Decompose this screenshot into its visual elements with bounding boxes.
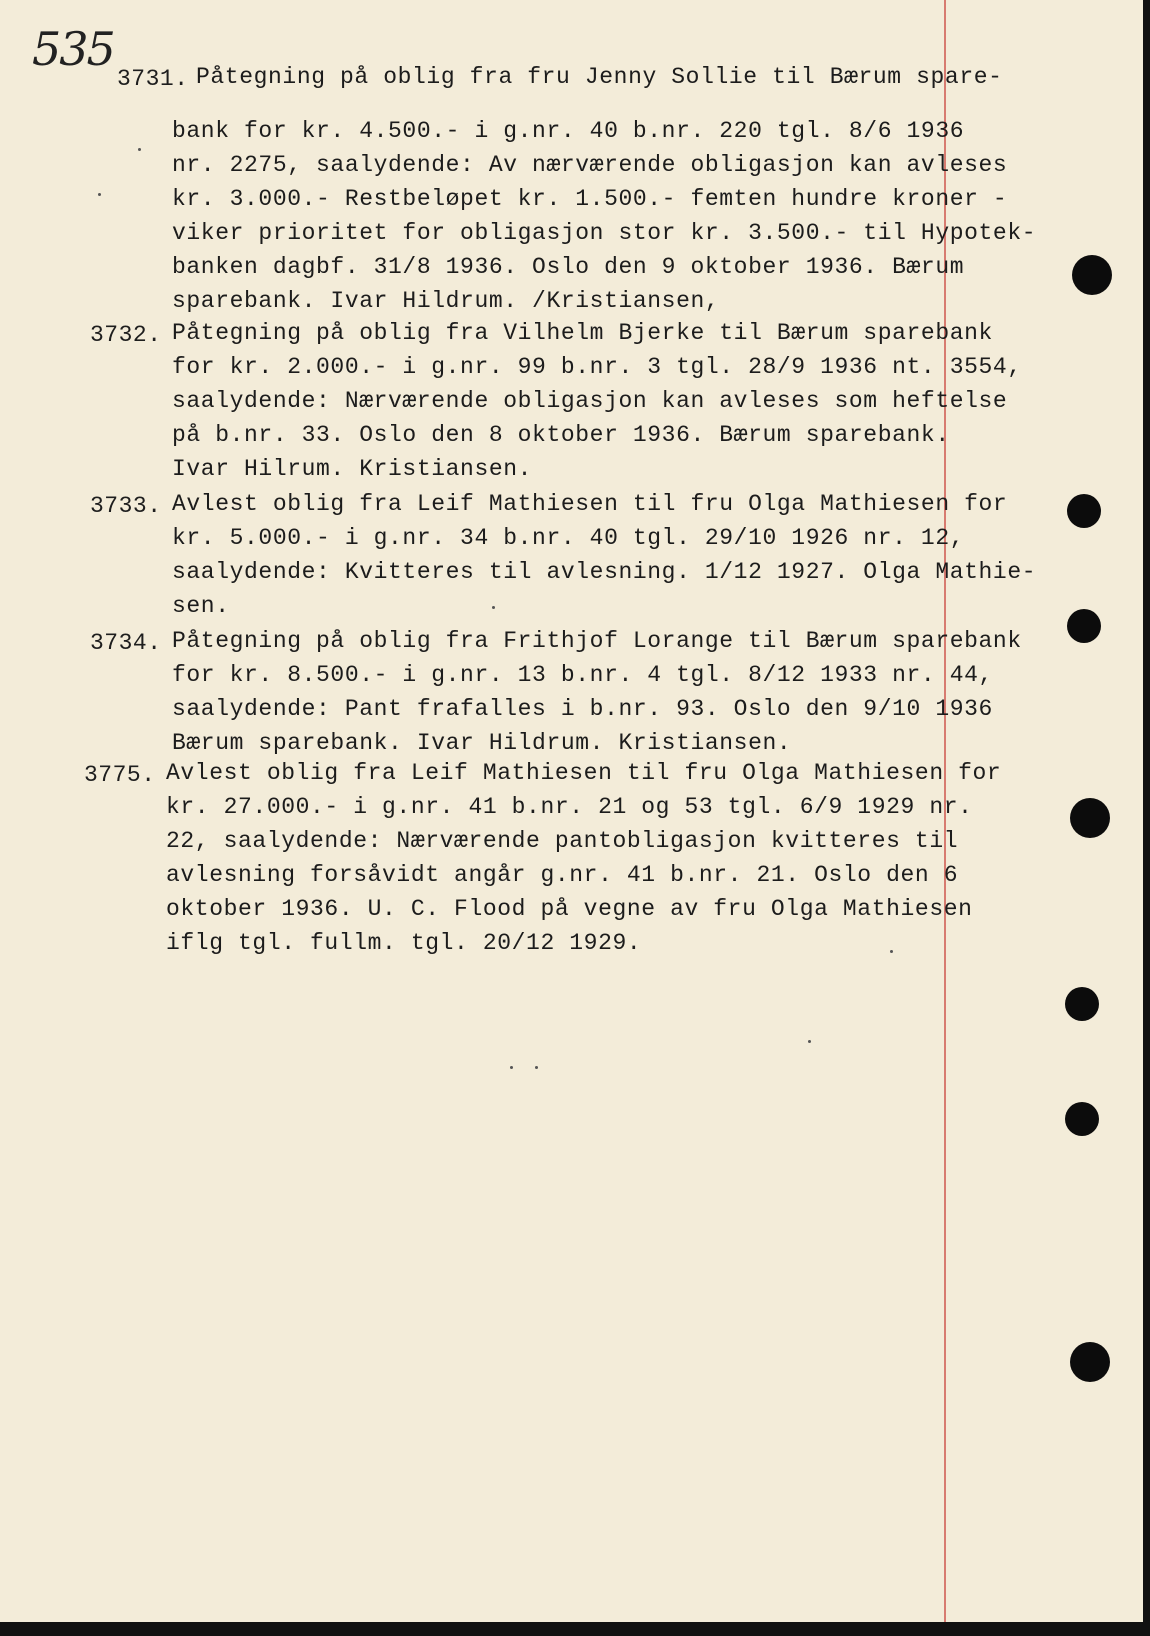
punch-hole-icon bbox=[1065, 987, 1099, 1021]
entry-text-line: viker prioritet for obligasjon stor kr. 3.500.- til Hypotek- bbox=[172, 220, 1037, 246]
punch-hole-icon bbox=[1067, 494, 1101, 528]
entry-text-line: Avlest oblig fra Leif Mathiesen til fru Olga Mathiesen for bbox=[166, 760, 1002, 786]
entry-text-line: for kr. 2.000.- i g.nr. 99 b.nr. 3 tgl. 28/9 1936 nt. 3554, bbox=[172, 354, 1022, 380]
entry-text-line: Bærum sparebank. Ivar Hildrum. Kristiansen. bbox=[172, 730, 792, 756]
entry-text-line: avlesning forsåvidt angår g.nr. 41 b.nr. 21. Oslo den 6 bbox=[166, 862, 959, 888]
entry-text-line: oktober 1936. U. C. Flood på vegne av fru Olga Mathiesen bbox=[166, 896, 973, 922]
entry-text-line: 22, saalydende: Nærværende pantobligasjon kvitteres til bbox=[166, 828, 959, 854]
entry-text-line: Påtegning på oblig fra Frithjof Lorange til Bærum sparebank bbox=[172, 628, 1022, 654]
punch-hole-icon bbox=[1070, 798, 1110, 838]
entry-text-line: Ivar Hilrum. Kristiansen. bbox=[172, 456, 533, 482]
punch-hole-icon bbox=[1065, 1102, 1099, 1136]
entry-text-line: Avlest oblig fra Leif Mathiesen til fru Olga Mathiesen for bbox=[172, 491, 1008, 517]
ink-speck bbox=[808, 1040, 811, 1043]
punch-hole-icon bbox=[1072, 255, 1112, 295]
ink-speck bbox=[492, 606, 495, 609]
entry-text-line: iflg tgl. fullm. tgl. 20/12 1929. bbox=[166, 930, 642, 956]
entry-text-line: nr. 2275, saalydende: Av nærværende obligasjon kan avleses bbox=[172, 152, 1008, 178]
page-number: 535 bbox=[32, 22, 114, 76]
entry-text-line: kr. 5.000.- i g.nr. 34 b.nr. 40 tgl. 29/10 1926 nr. 12, bbox=[172, 525, 965, 551]
entry-number: 3733. bbox=[90, 493, 162, 519]
ink-speck bbox=[510, 1066, 513, 1069]
entry-text-line: Påtegning på oblig fra Vilhelm Bjerke til Bærum sparebank bbox=[172, 320, 993, 346]
entry-text-line: banken dagbf. 31/8 1936. Oslo den 9 oktober 1936. Bærum bbox=[172, 254, 965, 280]
entry-number: 3731. bbox=[117, 66, 189, 92]
entry-text-line: bank for kr. 4.500.- i g.nr. 40 b.nr. 220 tgl. 8/6 1936 bbox=[172, 118, 965, 144]
entry-text-line: saalydende: Kvitteres til avlesning. 1/12 1927. Olga Mathie- bbox=[172, 559, 1037, 585]
ink-speck bbox=[890, 950, 893, 953]
entry-text-line: kr. 3.000.- Restbeløpet kr. 1.500.- femten hundre kroner - bbox=[172, 186, 1008, 212]
entry-text-line: for kr. 8.500.- i g.nr. 13 b.nr. 4 tgl. 8/12 1933 nr. 44, bbox=[172, 662, 993, 688]
entry-number: 3775. bbox=[84, 762, 156, 788]
entry-number: 3734. bbox=[90, 630, 162, 656]
ink-speck bbox=[98, 193, 101, 196]
entry-text-line: kr. 27.000.- i g.nr. 41 b.nr. 21 og 53 tgl. 6/9 1929 nr. bbox=[166, 794, 973, 820]
entry-text-line: sen. bbox=[172, 593, 230, 619]
entry-text-line: Påtegning på oblig fra fru Jenny Sollie til Bærum spare- bbox=[196, 64, 1003, 90]
entry-number: 3732. bbox=[90, 322, 162, 348]
punch-hole-icon bbox=[1067, 609, 1101, 643]
punch-hole-icon bbox=[1070, 1342, 1110, 1382]
entry-text-line: sparebank. Ivar Hildrum. /Kristiansen, bbox=[172, 288, 720, 314]
entry-text-line: på b.nr. 33. Oslo den 8 oktober 1936. Bærum sparebank. bbox=[172, 422, 950, 448]
ink-speck bbox=[535, 1066, 538, 1069]
entry-text-line: saalydende: Pant frafalles i b.nr. 93. Oslo den 9/10 1936 bbox=[172, 696, 993, 722]
ink-speck bbox=[138, 148, 141, 151]
entry-text-line: saalydende: Nærværende obligasjon kan avleses som heftelse bbox=[172, 388, 1008, 414]
